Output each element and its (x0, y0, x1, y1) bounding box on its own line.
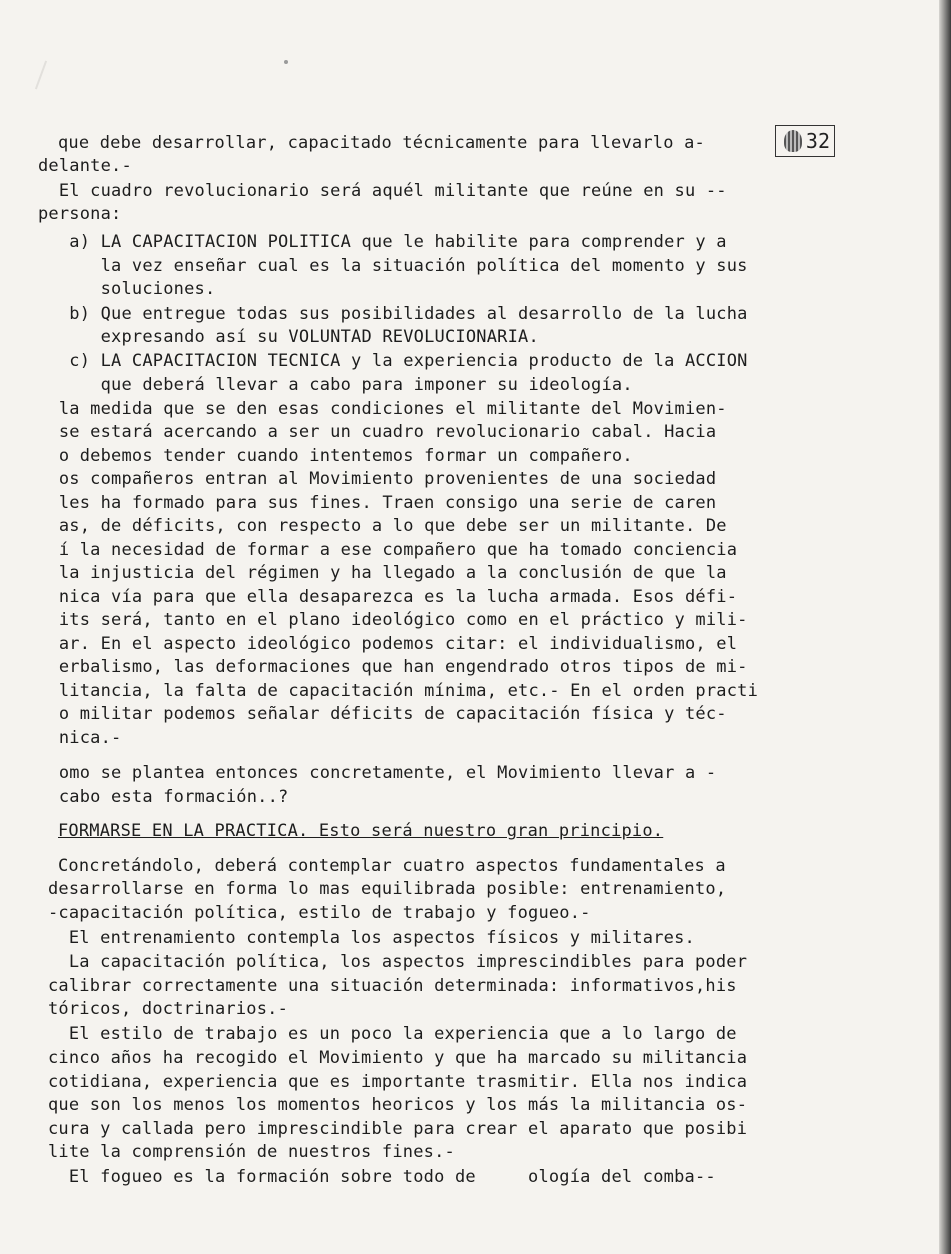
text-line: expresando así su VOLUNTAD REVOLUCIONARIA. (38, 327, 539, 347)
page-number-box (775, 125, 835, 157)
text-line: o militar podemos señalar déficits de capacitación física y téc- (38, 704, 727, 724)
text-line: que son los menos los momentos heoricos y los más la militancia os- (48, 1095, 748, 1115)
text-line: litancia, la falta de capacitación mínima, etc.- En el orden practi (38, 681, 759, 701)
text-line: la vez enseñar cual es la situación política del momento y sus (38, 256, 748, 276)
text-line: El cuadro revolucionario será aquél militante que reúne en su -- (38, 181, 727, 201)
text-line: les ha formado para sus fines. Traen consigo una serie de caren (38, 493, 717, 513)
text-line: se estará acercando a ser un cuadro revolucionario cabal. Hacia (38, 422, 717, 442)
scan-mark (35, 61, 47, 90)
text-line: delante.- (38, 156, 132, 176)
text-line: cura y callada pero imprescindible para crear el aparato que posibi (48, 1119, 748, 1139)
text-line: La capacitación política, los aspectos imprescindibles para poder (48, 952, 748, 972)
text-line: que deberá llevar a cabo para imponer su ideología. (38, 375, 633, 395)
text-line: a) LA CAPACITACION POLITICA que le habilite para comprender y a (38, 232, 727, 252)
text-line: soluciones. (38, 279, 216, 299)
text-line: erbalismo, las deformaciones que han engendrado otros tipos de mi- (38, 657, 748, 677)
text-line: its será, tanto en el plano ideológico como en el práctico y mili- (38, 610, 748, 630)
text-line: cotidiana, experiencia que es importante trasmitir. Ella nos indica (48, 1072, 748, 1092)
text-line: El entrenamiento contempla los aspectos físicos y militares. (48, 928, 695, 948)
text-line: que debe desarrollar, capacitado técnicamente para llevarlo a- (58, 133, 705, 153)
text-line: lite la comprensión de nuestros fines.- (48, 1142, 455, 1162)
text-line: nica.- (38, 728, 122, 748)
scan-speck (284, 60, 288, 64)
text-line: desarrollarse en forma lo mas equilibrada posible: entrenamiento, (48, 879, 727, 899)
text-line: El estilo de trabajo es un poco la experiencia que a lo largo de (48, 1024, 737, 1044)
text-line: persona: (38, 204, 122, 224)
text-line: tóricos, doctrinarios.- (48, 999, 289, 1019)
stamp-icon (784, 130, 802, 152)
page-number: 32 (805, 129, 830, 153)
text-line: omo se plantea entonces concretamente, el Movimiento llevar a - (38, 763, 717, 783)
text-line: nica vía para que ella desaparezca es la lucha armada. Esos défi- (38, 587, 738, 607)
text-line: c) LA CAPACITACION TECNICA y la experiencia producto de la ACCION (38, 351, 748, 371)
text-line: El fogueo es la formación sobre todo de ología del comba-- (48, 1167, 716, 1187)
text-line: la injusticia del régimen y ha llegado a la conclusión de que la (38, 563, 727, 583)
text-line: cabo esta formación..? (38, 787, 289, 807)
text-line: la medida que se den esas condiciones el militante del Movimien- (38, 399, 727, 419)
text-line: -capacitación política, estilo de trabajo y fogueo.- (48, 903, 591, 923)
text-line: cinco años ha recogido el Movimiento y que ha marcado su militancia (48, 1048, 748, 1068)
text-line: calibrar correctamente una situación determinada: informativos,his (48, 976, 737, 996)
text-line: Concretándolo, deberá contemplar cuatro aspectos fundamentales a (58, 856, 726, 876)
text-line: as, de déficits, con respecto a lo que debe ser un militante. De (38, 516, 727, 536)
page-edge-shadow (939, 0, 951, 1254)
text-line: b) Que entregue todas sus posibilidades al desarrollo de la lucha (38, 304, 748, 324)
text-line: os compañeros entran al Movimiento provenientes de una sociedad (38, 469, 717, 489)
section-heading: FORMARSE EN LA PRACTICA. Esto será nuestro gran principio. (58, 821, 664, 841)
text-line: o debemos tender cuando intentemos formar un compañero. (38, 446, 633, 466)
text-line: ar. En el aspecto ideológico podemos citar: el individualismo, el (38, 634, 738, 654)
text-line: í la necesidad de formar a ese compañero que ha tomado conciencia (38, 540, 738, 560)
